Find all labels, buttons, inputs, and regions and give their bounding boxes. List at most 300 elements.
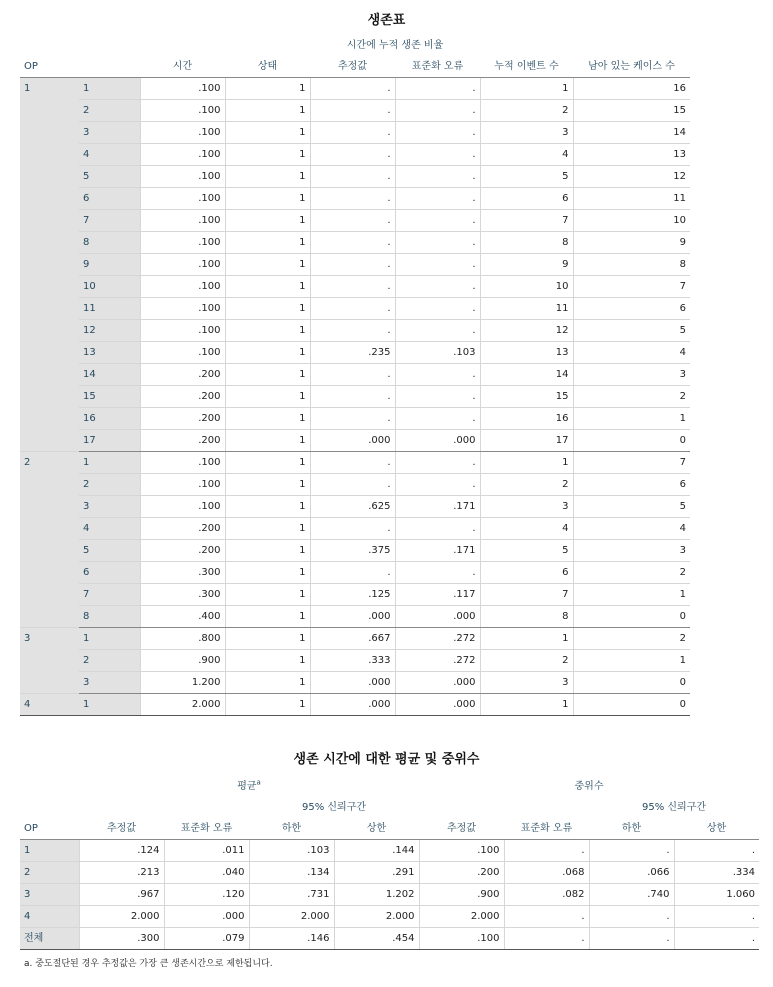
table-cell: 3: [573, 540, 690, 562]
table-cell: 2: [573, 386, 690, 408]
table-row: [20, 408, 690, 430]
table-row: [20, 430, 690, 452]
table-cell: .200: [140, 430, 225, 452]
table-cell: 1: [225, 408, 310, 430]
table-cell: 15: [573, 100, 690, 122]
table-cell: .000: [164, 906, 249, 928]
table-cell: .: [589, 906, 674, 928]
table-cell: 1.060: [674, 884, 759, 906]
table-cell: 1: [225, 166, 310, 188]
table-cell: .: [310, 166, 395, 188]
table-cell: 2.000: [140, 694, 225, 716]
table-cell: .: [310, 122, 395, 144]
table-cell: .066: [589, 862, 674, 884]
table-cell: 16: [480, 408, 573, 430]
table-cell: 1: [225, 232, 310, 254]
table-cell: 8: [573, 254, 690, 276]
table-cell: 0: [573, 606, 690, 628]
table-cell: 1: [225, 78, 310, 100]
col-status: 상태: [225, 56, 310, 78]
col-cum-events: 누적 이벤트 수: [480, 56, 573, 78]
table-cell: .100: [140, 166, 225, 188]
table-cell: .300: [140, 584, 225, 606]
table-cell: .100: [140, 452, 225, 474]
table-cell: .: [310, 562, 395, 584]
table-cell: 16: [573, 78, 690, 100]
table-cell: .100: [140, 496, 225, 518]
table-cell: 10: [480, 276, 573, 298]
table-row: [20, 364, 690, 386]
case-number: 2: [79, 474, 140, 496]
case-number: 13: [79, 342, 140, 364]
table-cell: 14: [480, 364, 573, 386]
table-cell: 1: [225, 342, 310, 364]
table-cell: .171: [395, 496, 480, 518]
table-cell: 6: [573, 298, 690, 320]
table-cell: 1: [225, 540, 310, 562]
col-op: OP: [20, 56, 79, 78]
table-cell: 1: [225, 606, 310, 628]
table-cell: .: [310, 144, 395, 166]
table-cell: 13: [573, 144, 690, 166]
table-cell: .: [395, 78, 480, 100]
table-cell: 9: [573, 232, 690, 254]
op-group-label: 2: [20, 452, 79, 628]
table-cell: .375: [310, 540, 395, 562]
table-cell: .000: [395, 606, 480, 628]
table-cell: .: [310, 364, 395, 386]
table-cell: .134: [249, 862, 334, 884]
table-cell: .000: [395, 694, 480, 716]
table-cell: .800: [140, 628, 225, 650]
table-cell: .103: [395, 342, 480, 364]
case-number: 8: [79, 232, 140, 254]
table-cell: .011: [164, 840, 249, 862]
table-cell: 2.000: [334, 906, 419, 928]
table-cell: 17: [480, 430, 573, 452]
mean-footnote-marker: a: [256, 778, 261, 787]
table-cell: .146: [249, 928, 334, 950]
op-group-label: 4: [20, 694, 79, 716]
table-cell: .740: [589, 884, 674, 906]
case-number: 1: [79, 694, 140, 716]
col-op: OP: [20, 818, 79, 840]
case-number: 3: [79, 496, 140, 518]
table-row: [20, 188, 690, 210]
table-row: [20, 606, 690, 628]
table-cell: 1: [225, 452, 310, 474]
table-cell: .000: [395, 672, 480, 694]
op-group-label: 3: [20, 628, 79, 694]
table-cell: 1: [225, 496, 310, 518]
table-cell: 14: [573, 122, 690, 144]
table-cell: 1: [225, 474, 310, 496]
table-cell: 1: [573, 408, 690, 430]
op-label: 1: [20, 840, 79, 862]
table-cell: .103: [249, 840, 334, 862]
table-cell: .272: [395, 628, 480, 650]
table-row: [20, 78, 690, 100]
table-cell: .334: [674, 862, 759, 884]
case-number: 14: [79, 364, 140, 386]
cumulative-survival-group-header: 시간에 누적 생존 비율: [346, 40, 444, 51]
table-cell: 1: [225, 584, 310, 606]
table-row: [20, 144, 690, 166]
table-cell: .125: [310, 584, 395, 606]
table-row: [20, 210, 690, 232]
table-row: [20, 906, 759, 928]
table-cell: .120: [164, 884, 249, 906]
mean-median-table: [20, 776, 759, 950]
table-cell: .100: [140, 188, 225, 210]
table-cell: 1: [225, 694, 310, 716]
table-cell: 1: [480, 694, 573, 716]
case-number: 8: [79, 606, 140, 628]
table-cell: 4: [480, 144, 573, 166]
table-cell: .144: [334, 840, 419, 862]
table-cell: 2: [573, 628, 690, 650]
table-cell: .: [674, 928, 759, 950]
col-time: 시간: [140, 56, 225, 78]
table-cell: .: [395, 232, 480, 254]
case-number: 6: [79, 562, 140, 584]
table-cell: .000: [395, 430, 480, 452]
table-cell: 1: [225, 562, 310, 584]
table-cell: 3: [480, 672, 573, 694]
table-cell: 3: [480, 122, 573, 144]
table-cell: .300: [140, 562, 225, 584]
case-number: 2: [79, 650, 140, 672]
table-cell: .100: [140, 232, 225, 254]
table-row: [20, 540, 690, 562]
table-cell: .117: [395, 584, 480, 606]
table-cell: 8: [480, 232, 573, 254]
table-cell: 1: [225, 650, 310, 672]
table-cell: .: [395, 298, 480, 320]
table-cell: 1: [225, 122, 310, 144]
table-cell: .: [504, 840, 589, 862]
table-cell: .: [395, 276, 480, 298]
table-cell: 6: [480, 562, 573, 584]
table-cell: .: [310, 298, 395, 320]
table-cell: .100: [140, 122, 225, 144]
table-cell: .082: [504, 884, 589, 906]
table-cell: 13: [480, 342, 573, 364]
col-mean-estimate: 추정값: [79, 818, 164, 840]
op-label: 4: [20, 906, 79, 928]
col-median-std-error: 표준화 오류: [504, 818, 589, 840]
table-cell: .: [310, 474, 395, 496]
case-number: 3: [79, 672, 140, 694]
table-cell: 1: [225, 210, 310, 232]
table-cell: .: [395, 188, 480, 210]
table-cell: .213: [79, 862, 164, 884]
case-number: 10: [79, 276, 140, 298]
table-cell: 6: [573, 474, 690, 496]
case-number: 4: [79, 518, 140, 540]
table-cell: .: [395, 254, 480, 276]
footnote: a. 중도절단된 경우 추정값은 가장 큰 생존시간으로 제한됩니다.: [24, 959, 273, 969]
table-cell: .: [310, 452, 395, 474]
table-cell: .: [395, 166, 480, 188]
table-cell: 2.000: [79, 906, 164, 928]
table-cell: 5: [573, 320, 690, 342]
col-median-lower: 하한: [589, 818, 674, 840]
table-cell: .: [395, 474, 480, 496]
table-cell: .625: [310, 496, 395, 518]
case-number: 5: [79, 166, 140, 188]
table-cell: 5: [480, 166, 573, 188]
table-cell: 5: [480, 540, 573, 562]
table-cell: .: [504, 928, 589, 950]
table-cell: .: [310, 518, 395, 540]
table-cell: 1: [225, 672, 310, 694]
table-row: [20, 562, 690, 584]
table-cell: 1: [573, 650, 690, 672]
table-cell: .: [674, 840, 759, 862]
table-cell: .291: [334, 862, 419, 884]
op-group-label: 1: [20, 78, 79, 452]
table-row: [20, 386, 690, 408]
table-cell: 1: [480, 78, 573, 100]
table-row: [20, 584, 690, 606]
table-cell: 1: [573, 584, 690, 606]
table-cell: .: [310, 386, 395, 408]
col-mean-upper: 상한: [334, 818, 419, 840]
median-ci-header: 95% 신뢰구간: [641, 802, 707, 813]
survival-table: [20, 35, 690, 716]
table-cell: .: [395, 100, 480, 122]
table-cell: .200: [419, 862, 504, 884]
table-cell: .: [395, 408, 480, 430]
table-cell: 12: [573, 166, 690, 188]
table-cell: 4: [573, 342, 690, 364]
table-cell: 2: [480, 474, 573, 496]
table-cell: 1: [225, 188, 310, 210]
table-cell: 1: [225, 518, 310, 540]
table-cell: .124: [79, 840, 164, 862]
table-row: [20, 452, 690, 474]
table-cell: 2: [480, 650, 573, 672]
case-number: 17: [79, 430, 140, 452]
table-cell: .: [395, 386, 480, 408]
table-cell: 5: [573, 496, 690, 518]
table-cell: .235: [310, 342, 395, 364]
table-cell: 2: [480, 100, 573, 122]
op-label: 2: [20, 862, 79, 884]
table-cell: .: [395, 452, 480, 474]
table-cell: .: [310, 276, 395, 298]
table-row: [20, 232, 690, 254]
table-cell: .: [310, 78, 395, 100]
table-row: [20, 862, 759, 884]
table-cell: 4: [480, 518, 573, 540]
table-row: [20, 694, 690, 716]
case-number: 16: [79, 408, 140, 430]
table-cell: .: [395, 562, 480, 584]
table-cell: .200: [140, 540, 225, 562]
table-cell: .900: [419, 884, 504, 906]
table-cell: 0: [573, 430, 690, 452]
table-cell: 1.200: [140, 672, 225, 694]
table-cell: .: [310, 254, 395, 276]
table-cell: .100: [140, 210, 225, 232]
table-cell: .100: [419, 928, 504, 950]
table-cell: 1: [225, 628, 310, 650]
table-cell: .100: [140, 100, 225, 122]
table-row: [20, 254, 690, 276]
table-cell: 12: [480, 320, 573, 342]
case-number: 9: [79, 254, 140, 276]
op-label: 전체: [20, 928, 79, 950]
case-number: 5: [79, 540, 140, 562]
table-cell: .100: [140, 254, 225, 276]
table-cell: .272: [395, 650, 480, 672]
table-cell: 1: [225, 144, 310, 166]
table-cell: .300: [79, 928, 164, 950]
col-estimate: 추정값: [310, 56, 395, 78]
table-cell: .967: [79, 884, 164, 906]
median-group-header: 중위수: [574, 781, 604, 792]
table-cell: 0: [573, 672, 690, 694]
table-row: [20, 496, 690, 518]
table-cell: .200: [140, 408, 225, 430]
case-number: 1: [79, 78, 140, 100]
table-cell: .: [395, 210, 480, 232]
table-cell: 0: [573, 694, 690, 716]
table-cell: .100: [140, 144, 225, 166]
mean-median-title: 생존 시간에 대한 평균 및 중위수: [293, 752, 480, 767]
table-cell: 7: [480, 584, 573, 606]
table-row: [20, 518, 690, 540]
case-number: 1: [79, 628, 140, 650]
table-cell: 1.202: [334, 884, 419, 906]
table-cell: 1: [480, 452, 573, 474]
case-number: 7: [79, 210, 140, 232]
table-cell: 1: [225, 320, 310, 342]
table-row: [20, 298, 690, 320]
table-cell: 15: [480, 386, 573, 408]
table-row: [20, 840, 759, 862]
table-cell: 7: [573, 276, 690, 298]
table-cell: 7: [480, 210, 573, 232]
table-cell: 11: [480, 298, 573, 320]
table-cell: 3: [573, 364, 690, 386]
table-cell: .200: [140, 518, 225, 540]
table-cell: 1: [225, 386, 310, 408]
case-number: 11: [79, 298, 140, 320]
table-cell: .100: [419, 840, 504, 862]
table-cell: .: [310, 320, 395, 342]
table-cell: .100: [140, 474, 225, 496]
col-remaining: 남아 있는 케이스 수: [573, 56, 690, 78]
case-number: 4: [79, 144, 140, 166]
table-cell: .: [310, 408, 395, 430]
table-cell: 2.000: [419, 906, 504, 928]
table-cell: .200: [140, 386, 225, 408]
mean-group-header: 평균$^a$: [237, 778, 261, 792]
table-cell: .000: [310, 606, 395, 628]
table-cell: .667: [310, 628, 395, 650]
case-number: 6: [79, 188, 140, 210]
table-row: [20, 122, 690, 144]
table-cell: .: [395, 320, 480, 342]
table-cell: .: [589, 928, 674, 950]
table-cell: 1: [225, 298, 310, 320]
table-row: [20, 474, 690, 496]
col-mean-std-error: 표준화 오류: [164, 818, 249, 840]
table-cell: .040: [164, 862, 249, 884]
table-cell: .100: [140, 298, 225, 320]
table-cell: .: [395, 364, 480, 386]
table-row: [20, 100, 690, 122]
table-cell: 1: [225, 364, 310, 386]
table-cell: 1: [225, 254, 310, 276]
case-number: 15: [79, 386, 140, 408]
table-cell: 6: [480, 188, 573, 210]
table-cell: .: [310, 232, 395, 254]
table-cell: 4: [573, 518, 690, 540]
op-label: 3: [20, 884, 79, 906]
table-cell: .333: [310, 650, 395, 672]
case-number: 2: [79, 100, 140, 122]
table-cell: 3: [480, 496, 573, 518]
table-row: [20, 650, 690, 672]
table-cell: 2.000: [249, 906, 334, 928]
table-cell: 1: [225, 276, 310, 298]
table-cell: 2: [573, 562, 690, 584]
table-row: [20, 628, 690, 650]
table-cell: .: [504, 906, 589, 928]
table-cell: .200: [140, 364, 225, 386]
table-row: [20, 342, 690, 364]
table-cell: .: [310, 210, 395, 232]
case-number: 3: [79, 122, 140, 144]
table-cell: .079: [164, 928, 249, 950]
table-cell: 10: [573, 210, 690, 232]
table-cell: .: [310, 100, 395, 122]
table-cell: .100: [140, 320, 225, 342]
table-cell: .068: [504, 862, 589, 884]
col-mean-lower: 하한: [249, 818, 334, 840]
table-cell: .: [395, 518, 480, 540]
table-row: [20, 320, 690, 342]
table-cell: .: [310, 188, 395, 210]
table-cell: 1: [480, 628, 573, 650]
table-cell: 11: [573, 188, 690, 210]
table-cell: .: [589, 840, 674, 862]
table-cell: .400: [140, 606, 225, 628]
table-cell: .: [395, 122, 480, 144]
case-number: 1: [79, 452, 140, 474]
case-number: 12: [79, 320, 140, 342]
table-cell: .100: [140, 342, 225, 364]
table-cell: .: [674, 906, 759, 928]
table-cell: .100: [140, 276, 225, 298]
table-cell: .454: [334, 928, 419, 950]
table-cell: .100: [140, 78, 225, 100]
col-std-error: 표준화 오류: [395, 56, 480, 78]
table-cell: 9: [480, 254, 573, 276]
table-cell: .731: [249, 884, 334, 906]
table-row: [20, 884, 759, 906]
col-median-upper: 상한: [674, 818, 759, 840]
table-row: [20, 672, 690, 694]
table-cell: 7: [573, 452, 690, 474]
table-cell: 1: [225, 100, 310, 122]
table-cell: .900: [140, 650, 225, 672]
table-cell: .000: [310, 430, 395, 452]
